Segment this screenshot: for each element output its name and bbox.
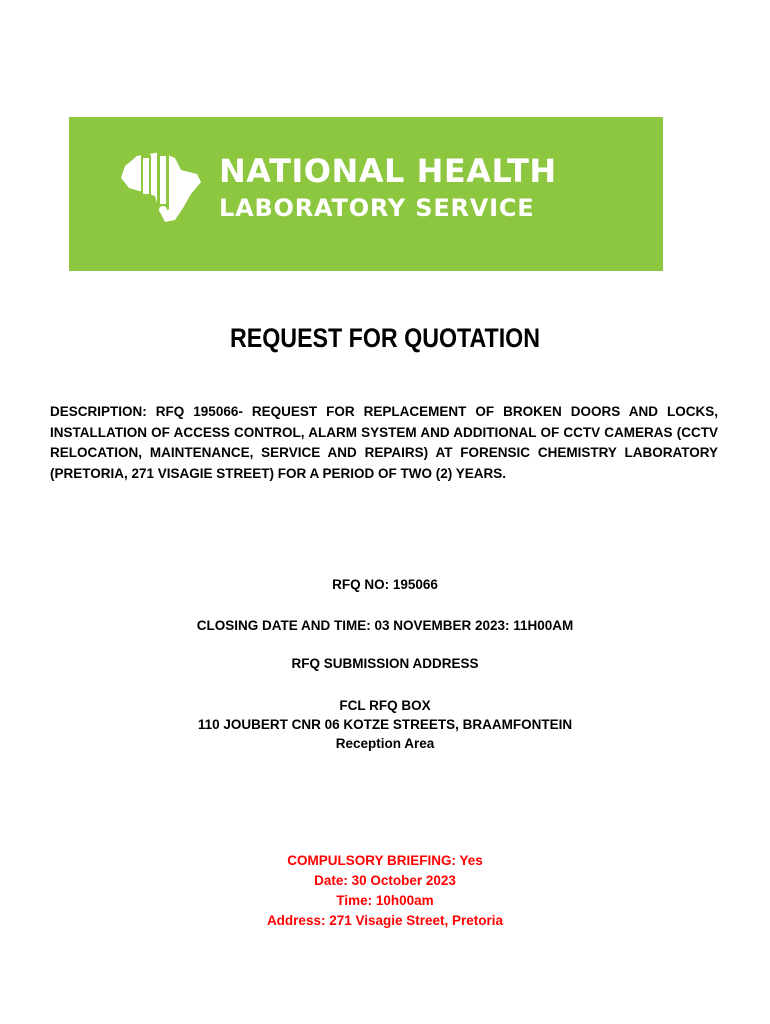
briefing-line-1: COMPULSORY BRIEFING: Yes	[287, 853, 483, 868]
rfq-description: DESCRIPTION: RFQ 195066- REQUEST FOR REPLACEMENT OF BROKEN DOORS AND LOCKS, INSTALLATION OF ACCESS CONTROL, ALARM SYSTEM AND ADDITIONAL OF CCTV CAMERAS (CCTV RELOCATION, MAINTENANCE, SERVICE AND REPAIRS) AT FORENSIC CHEMISTRY LABORATORY (PRETORIA, 271 VISAGIE STREET) FOR A PERIOD OF TWO (2) YEARS.	[50, 404, 718, 481]
document-title: REQUEST FOR QUOTATION	[229, 323, 541, 353]
address-line-3: Reception Area	[335, 736, 435, 751]
africa-map-logo-icon	[117, 150, 203, 224]
briefing-date: Date: 30 October 2023	[314, 873, 456, 888]
submission-address-heading: RFQ SUBMISSION ADDRESS	[291, 656, 479, 671]
address-line-1: FCL RFQ BOX	[339, 698, 431, 713]
rfq-number: RFQ NO: 195066	[332, 577, 438, 592]
logo-line-2: LABORATORY SERVICE	[219, 194, 535, 222]
address-line-2: 110 JOUBERT CNR 06 KOTZE STREETS, BRAAMFONTEIN	[197, 717, 573, 732]
logo-wordmark	[219, 152, 557, 222]
logo-line-1: NATIONAL HEALTH	[219, 152, 557, 190]
briefing-time: Time: 10h00am	[336, 893, 434, 908]
briefing-address: Address: 271 Visagie Street, Pretoria	[266, 913, 504, 928]
closing-date-time: CLOSING DATE AND TIME: 03 NOVEMBER 2023: 11H00AM	[196, 618, 574, 633]
compulsory-briefing	[0, 851, 770, 931]
submission-address	[0, 696, 770, 753]
nhls-logo-banner	[69, 117, 663, 271]
